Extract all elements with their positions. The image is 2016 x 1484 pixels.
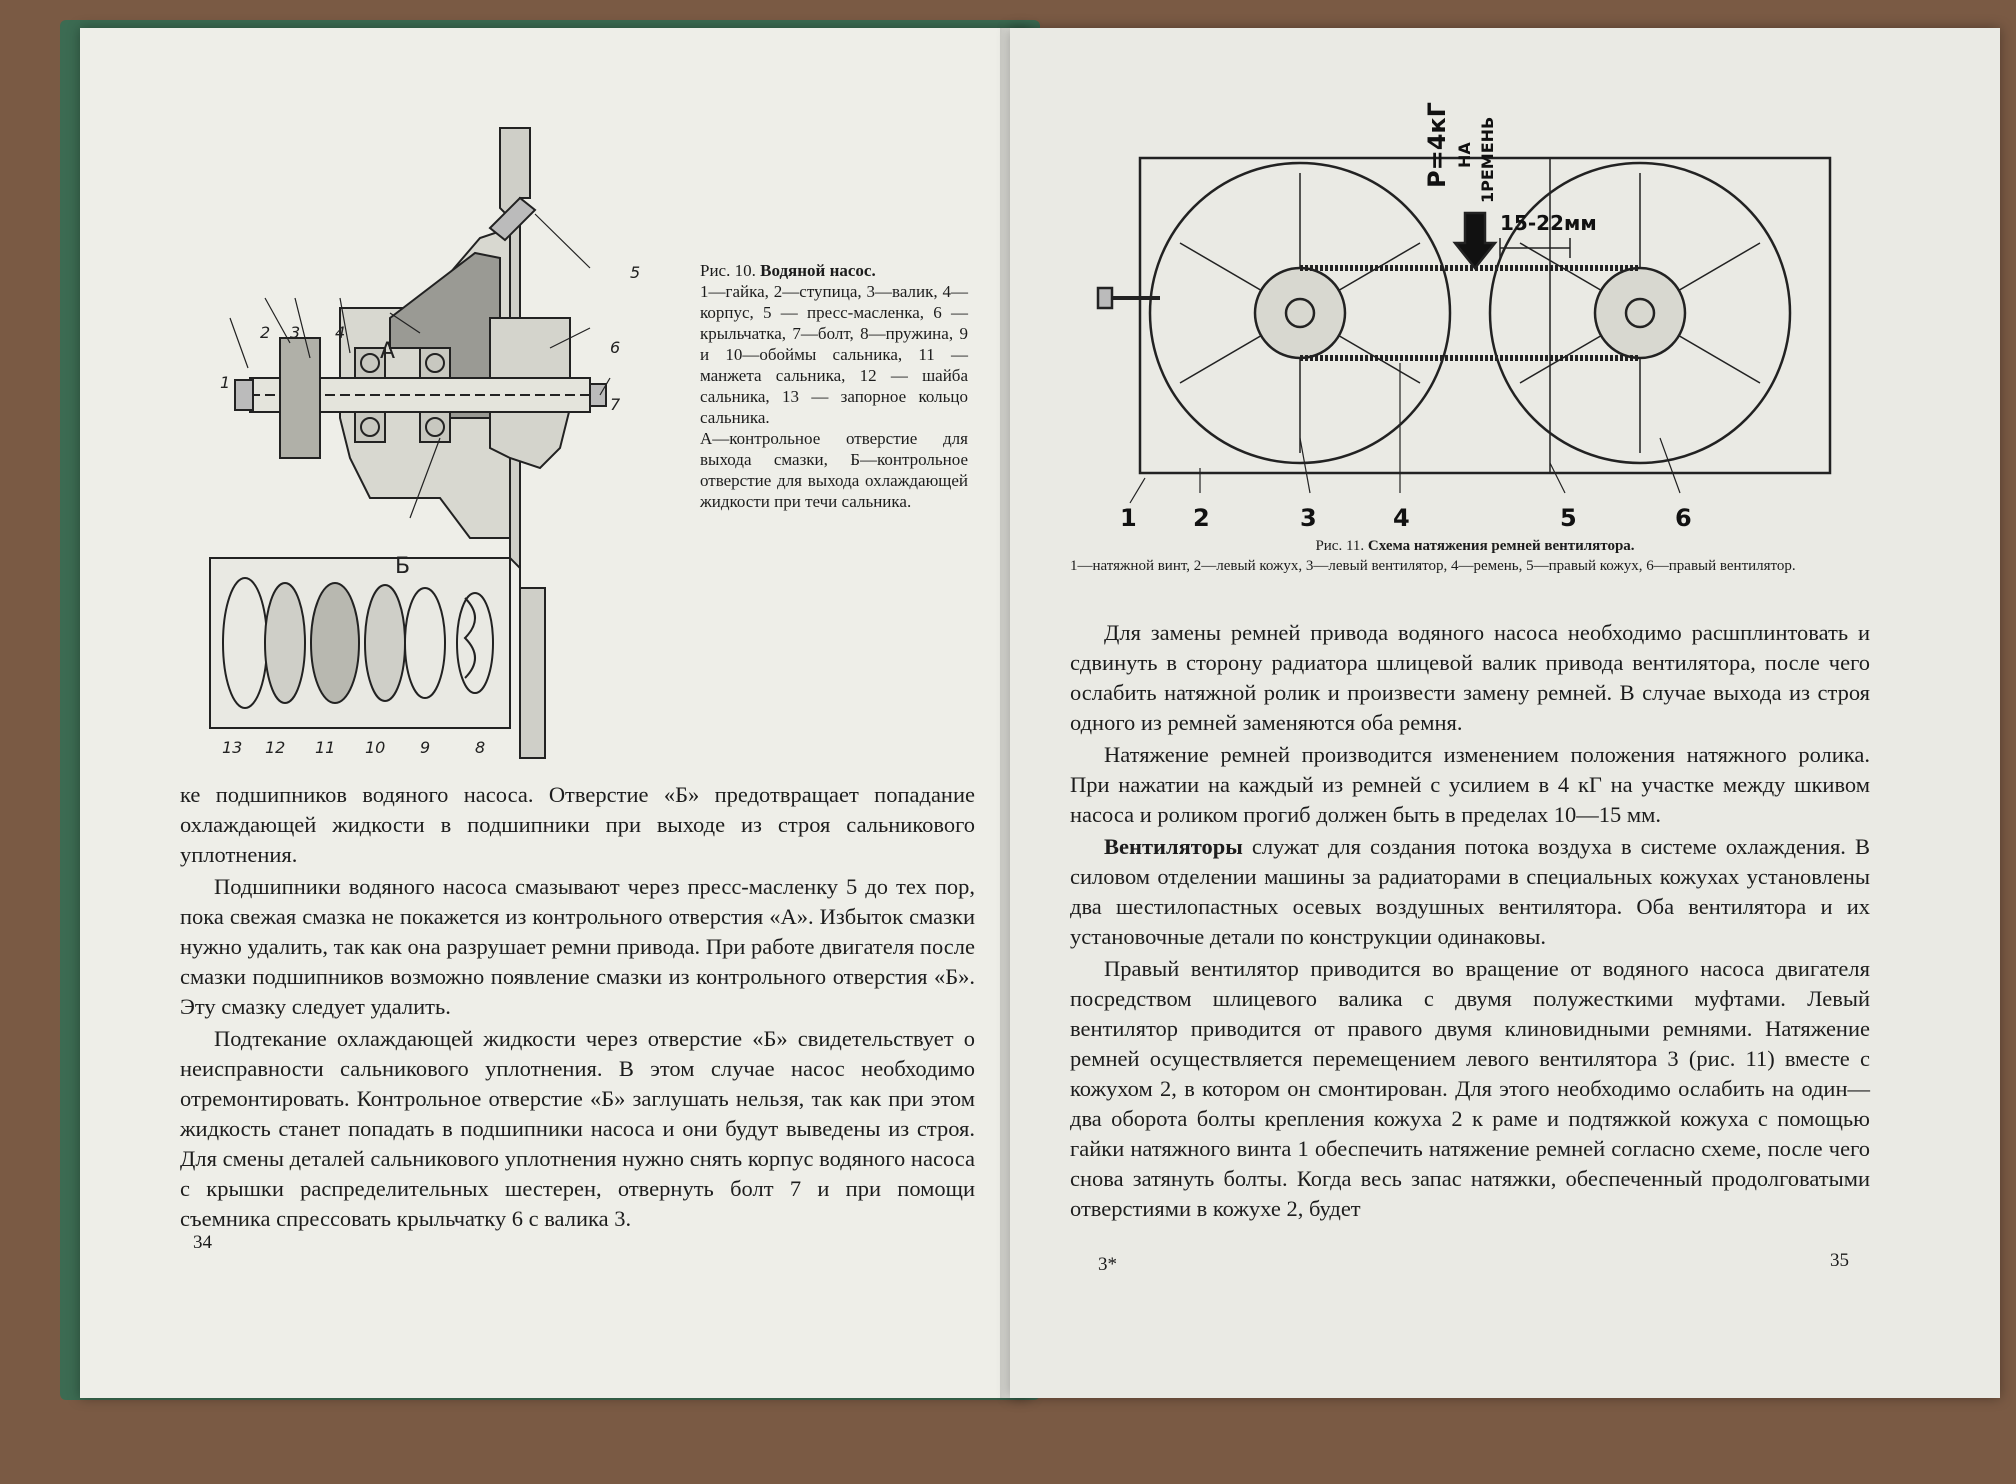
fig10-number: Рис. 10. xyxy=(700,261,756,280)
fig10-label-12: 12 xyxy=(265,738,286,757)
figure-11-caption xyxy=(1070,536,1880,576)
fig10-label-3: 3 xyxy=(290,323,301,342)
fig10-legend-parts: 1—гайка, 2—ступица, 3—валик, 4—корпус, 5 — пресс-масленка, 6 — крыльчатка, 7—болт, 8—пружина, 9 и 10—обоймы сальника, 11 — манжета сальника, 12 — шайба сальника, 13 — запорное кольцо сальника. xyxy=(700,282,968,427)
fig10-label-1: 1 xyxy=(220,373,231,392)
left-paragraph-3: Подтекание охлаждающей жидкости через отверстие «Б» свидетельствует о неисправности сальникового уплотнения. В этом случае насос необходимо отремонтировать. Контрольное отверстие «Б» заглушать нельзя, так как при этом жидкость станет попадать в подшипники насоса и они будут выведены из строя. Для смены деталей сальникового уплотнения нужно снять корпус водяного насоса с крышки распределительных шестерен, отвернуть болт 7 и при помощи съемника спрессовать крыльчатку 6 с валика 3. xyxy=(180,1026,975,1231)
fig10-label-7: 7 xyxy=(610,395,621,414)
fig10-label-11: 11 xyxy=(315,738,336,757)
fig11-label-3: 3 xyxy=(1300,504,1317,532)
fig11-na-label: НА xyxy=(1455,142,1474,168)
fig10-label-B: Б xyxy=(395,554,411,579)
fig11-label-1: 1 xyxy=(1120,504,1137,532)
fig10-label-13: 13 xyxy=(222,738,243,757)
left-page xyxy=(80,28,1030,1398)
fans-term: Вентиляторы xyxy=(1104,834,1243,859)
fig11-number: Рис. 11. xyxy=(1315,538,1365,554)
fig11-force-label: P=4кГ xyxy=(1423,102,1451,188)
fig11-title: Схема натяжения ремней вентилятора. xyxy=(1367,538,1635,554)
fig11-belt-label: 1РЕМЕНЬ xyxy=(1478,116,1497,203)
fig10-label-2: 2 xyxy=(260,323,271,342)
fig11-label-6: 6 xyxy=(1675,504,1692,532)
right-body-text xyxy=(1070,618,1870,1226)
fig11-label-4: 4 xyxy=(1393,504,1410,532)
fig10-legend-holes: А—контрольное отверстие для выхода смазки, Б—контрольное отверстие для выхода охлаждающей жидкости при течи сальника. xyxy=(700,429,968,511)
right-page xyxy=(1010,28,2000,1398)
fig10-label-5: 5 xyxy=(630,263,641,282)
right-paragraph-1: Для замены ремней привода водяного насоса необходимо расшплинтовать и сдвинуть в сторону радиатора шлицевой валик привода вентилятора, после чего ослабить натяжной ролик и произвести замену ремней. В случае выхода из строя одного из ремней заменяются оба ремня. xyxy=(1070,620,1870,735)
right-paragraph-last: Правый вентилятор приводится во вращение от водяного насоса двигателя посредством шлицевого валика с двумя полужесткими муфтами. Левый вентилятор приводится от правого двумя клиновидными ремнями. Натяжение ремней осуществляется перемещением левого вентилятора 3 (рис. 11) вместе с кожухом 2, в котором он смонтирован. Для этого необходимо ослабить на один—два оборота болты крепления кожуха 2 к раме и подтяжкой кожуха с помощью гайки натяжного винта 1 обеспечить натяжение ремней согласно схеме, после чего снова затянуть болты. Когда весь запас натяжки, обеспеченный продолговатыми отверстиями в кожухе 2, будет xyxy=(1070,956,1870,1221)
fans-text: служат для создания потока воздуха в системе охлаждения. В силовом отделении машины за радиаторами в специальных кожухах установлены два шестилопастных осевых воздушных вентилятора. Оба вентилятора и их установочные детали по конструкции одинаковы. xyxy=(1070,834,1870,949)
fig11-legend: 1—натяжной винт, 2—левый кожух, 3—левый вентилятор, 4—ремень, 5—правый кожух, 6—правый вентилятор. xyxy=(1070,558,1796,574)
left-paragraph-2: Подшипники водяного насоса смазывают через пресс-масленку 5 до тех пор, пока свежая смазка не покажется из контрольного отверстия «А». Избыток смазки нужно удалить, так как она разрушает ремни привода. При работе двигателя после смазки подшипников возможно появление смазки из контрольного отверстия «Б». Эту смазку следует удалить. xyxy=(180,874,975,1019)
fig10-label-8: 8 xyxy=(475,738,486,757)
right-paragraph-fans xyxy=(1070,832,1870,952)
left-page-number: 34 xyxy=(193,1232,212,1253)
left-body-text xyxy=(180,780,975,1236)
figure-11-belt-tension-diagram xyxy=(1100,102,1840,532)
fig11-label-2: 2 xyxy=(1193,504,1210,532)
fig10-label-10: 10 xyxy=(365,738,386,757)
figure-10-caption xyxy=(700,260,968,512)
fig10-label-6: 6 xyxy=(610,338,621,357)
fig10-label-4: 4 xyxy=(335,323,346,342)
fig10-title: Водяной насос. xyxy=(760,261,876,280)
fig11-label-5: 5 xyxy=(1560,504,1577,532)
fig10-label-A: А xyxy=(380,339,396,364)
signature-mark: 3* xyxy=(1098,1254,1117,1275)
figure-10-water-pump-drawing xyxy=(190,118,670,778)
fig11-deflection-label: 15-22мм xyxy=(1500,211,1597,235)
left-paragraph-1: ке подшипников водяного насоса. Отверстие «Б» предотвращает попадание охлаждающей жидкости в подшипники при выходе из строя сальникового уплотнения. xyxy=(180,782,975,867)
right-page-number: 35 xyxy=(1830,1250,1849,1271)
fig10-label-9: 9 xyxy=(420,738,431,757)
right-paragraph-2: Натяжение ремней производится изменением положения натяжного ролика. При нажатии на каждый из ремней с усилием в 4 кГ на участке между шкивом насоса и роликом прогиб должен быть в пределах 10—15 мм. xyxy=(1070,742,1870,827)
